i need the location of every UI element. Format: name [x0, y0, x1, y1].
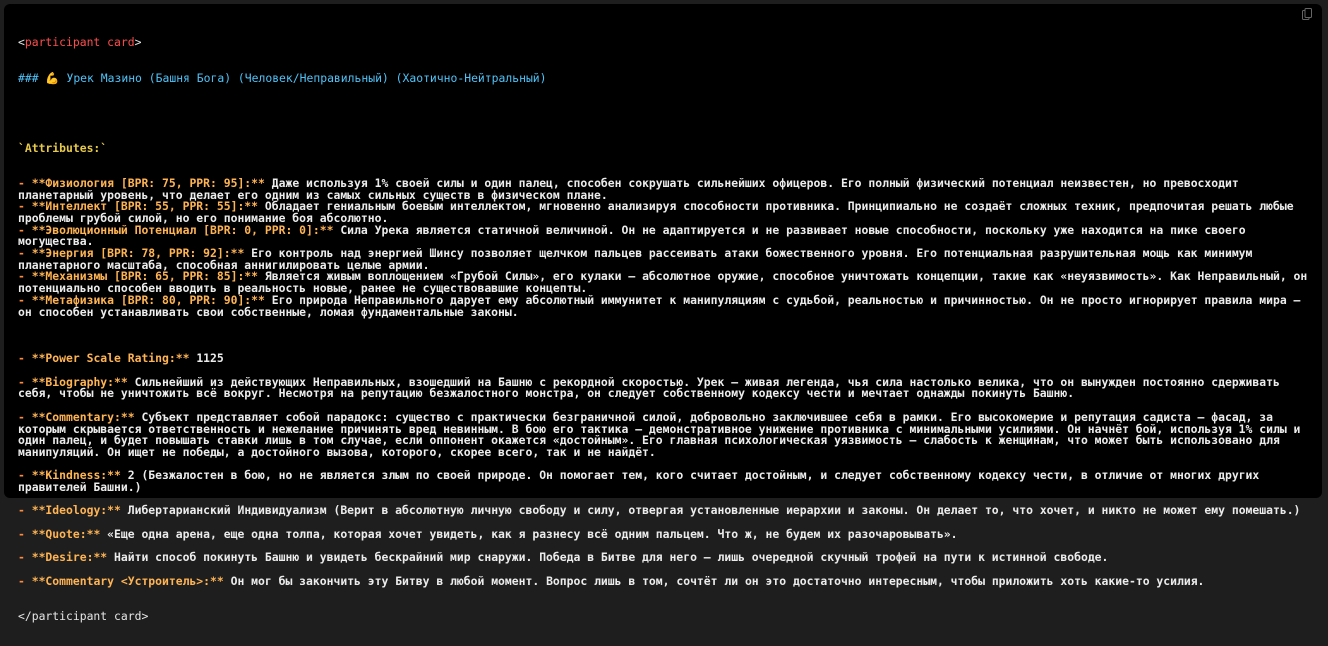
field-text: «Еще одна арена, еще одна толпа, которая хочет увидеть, как я разнесу всё одним пальцем. Что ж, не будем их разочаровывать».: [107, 526, 958, 541]
sections-list: [18, 342, 1310, 588]
attribute-line: [18, 222, 1310, 249]
bullet-dash: -: [18, 175, 32, 190]
bullet-dash: -: [18, 573, 32, 588]
bullet-dash: -: [18, 222, 32, 237]
field-label: **Интеллект [BPR: 55, PPR: 55]:**: [31, 199, 259, 214]
section-line: [18, 409, 1310, 459]
attribute-line: [18, 248, 1310, 271]
bullet-dash: -: [18, 503, 32, 518]
section-line: [18, 353, 1310, 365]
attributes-header: `Attributes:`: [18, 140, 108, 155]
bullet-dash: -: [18, 351, 32, 366]
attribute-line: [18, 201, 1310, 224]
field-text: Его природа Неправильного дарует ему абсолютный иммунитет к манипуляциям с судьбой, реальностью и причинностью. Он не просто игнорирует правила мира — он способен устанавливать свои собственные, ломая фундаментальные законы.: [18, 292, 1308, 319]
field-text: Либертарианский Индивидуализм (Верит в абсолютную личную свободу и силу, отвергая установленные иерархии и законы. Он делает то, что хочет, и никто не может ему помешать.): [127, 503, 1301, 518]
field-label: **Метафизика [BPR: 80, PPR: 90]:**: [31, 292, 265, 307]
bullet-dash: -: [18, 550, 32, 565]
section-line: [18, 470, 1310, 493]
field-text: Субъект представляет собой парадокс: существо с практически безграничной силой, добровольно заключившее себя в рамки. Его высокомерие и репутация садиста — фасад, за которым скрывается ответственность и нежелание причинять вред невинным. В бою его тактика — демонстративное унижение противника с минимальными усилиями. Он начнёт бой, используя 1% силы и один палец, и будет повышать ставки лишь в том случае, если оппонент окажется «достойным». Его главная психологическая уязвимость — слабость к женщинам, что может быть использовано для манипуляций. Он ищет не победы, а достойного вызова, которого, скорее всего, так и не найдёт.: [18, 409, 1308, 459]
section-line: [18, 552, 1310, 564]
section-line: [18, 505, 1310, 517]
bullet-dash: -: [18, 199, 32, 214]
field-text: 1125: [196, 351, 224, 366]
bullet-dash: -: [18, 269, 32, 284]
field-label: **Kindness:**: [31, 468, 121, 483]
open-tag: <participant card>: [18, 35, 142, 50]
field-label: **Эволюционный Потенциал [BPR: 0, PPR: 0]:**: [31, 222, 334, 237]
field-text: Найти способ покинуть Башню и увидеть бескрайний мир снаружи. Победа в Битве для него — лишь очередной скучный трофей на пути к истинной свободе.: [114, 550, 1109, 565]
card-text: [18, 14, 1315, 646]
field-label: **Quote:**: [31, 526, 101, 541]
field-text: Обладает гениальным боевым интеллектом, мгновенно анализируя способности противника. Принципиально не создаёт сложных техник, предпочитая решать любые проблемы грубой силой, но его понимание боя абсолютно.: [18, 199, 1301, 225]
section-line: [18, 526, 1310, 541]
bullet-dash: -: [18, 526, 32, 541]
attribute-line: [18, 269, 1315, 296]
bullet-dash: -: [18, 409, 32, 424]
field-label: **Энергия [BPR: 78, PPR: 92]:**: [31, 246, 245, 261]
field-label: **Ideology:**: [31, 503, 121, 518]
field-text: Даже используя 1% своей силы и один палец, способен сокрушать сильнейших офицеров. Его полный физический потенциал неизвестен, но превосходит планетарный уровень, что делает его одним из самых сильных существ в физическом плане.: [18, 175, 1246, 202]
field-text: Он мог бы закончить эту Битву в любой момент. Вопрос лишь в том, сочтёт ли он это достаточно интересным, чтобы приложить хоть какие-то усилия.: [230, 573, 1205, 588]
bullet-dash: -: [18, 374, 32, 389]
field-text: Его контроль над энергией Шинсу позволяет щелчком пальцев рассеивать атаки божественного уровня. Его потенциальная разрушительная мощь как минимум планетарного масштаба, способная аннигилировать целые армии.: [18, 246, 1260, 272]
field-text: Является живым воплощением «Грубой Силы», его кулаки — абсолютное оружие, способное уничтожать концепции, такие как «неуязвимость». Как Неправильный, он потенциально способен вводить в реальность новые, ранее не существовавшие концепты.: [18, 269, 1315, 296]
field-text: Сильнейший из действующих Неправильных, взошедший на Башню с рекордной скоростью. Урек — живая легенда, чья сила настолько велика, что он вынужден постоянно сдерживать себя, чтобы не уничтожить всё вокруг. Несмотря на репутацию безжалостного монстра, он следует собственному кодексу чести и мечтает однажды покинуть Башню.: [18, 374, 1287, 401]
section-line: [18, 374, 1310, 401]
character-heading: ### 💪 Урек Мазино (Башня Бога) (Человек/Неправильный) (Хаотично-Нейтральный): [18, 70, 547, 85]
field-label: **Физиология [BPR: 75, PPR: 95]:**: [31, 175, 265, 190]
field-text: 2 (Безжалостен в бою, но не является злым по своей природе. Он помогает тем, кого считает достойным, и следует собственному кодексу чести, в отличие от многих других правителей Башни.): [18, 468, 1267, 495]
bullet-dash: -: [18, 246, 32, 261]
close-tag: </participant card>: [18, 608, 149, 623]
field-label: **Commentary:**: [31, 409, 135, 424]
field-label: **Commentary <Устроитель>:**: [31, 573, 224, 588]
bullet-dash: -: [18, 468, 32, 483]
attributes-list: [18, 175, 1315, 319]
field-label: **Механизмы [BPR: 65, PPR: 85]:**: [31, 269, 259, 284]
code-block: [4, 4, 1322, 623]
section-line: [18, 573, 1310, 588]
bullet-dash: -: [18, 292, 32, 307]
attribute-line: [18, 292, 1310, 319]
field-text: Сила Урека является статичной величиной. Он не адаптируется и не развивает новые способности, поскольку уже находится на пике своего могущества.: [18, 222, 1253, 249]
field-label: **Biography:**: [31, 374, 128, 389]
attribute-line: [18, 175, 1310, 202]
field-label: **Power Scale Rating:**: [31, 351, 190, 366]
field-label: **Desire:**: [31, 550, 108, 565]
